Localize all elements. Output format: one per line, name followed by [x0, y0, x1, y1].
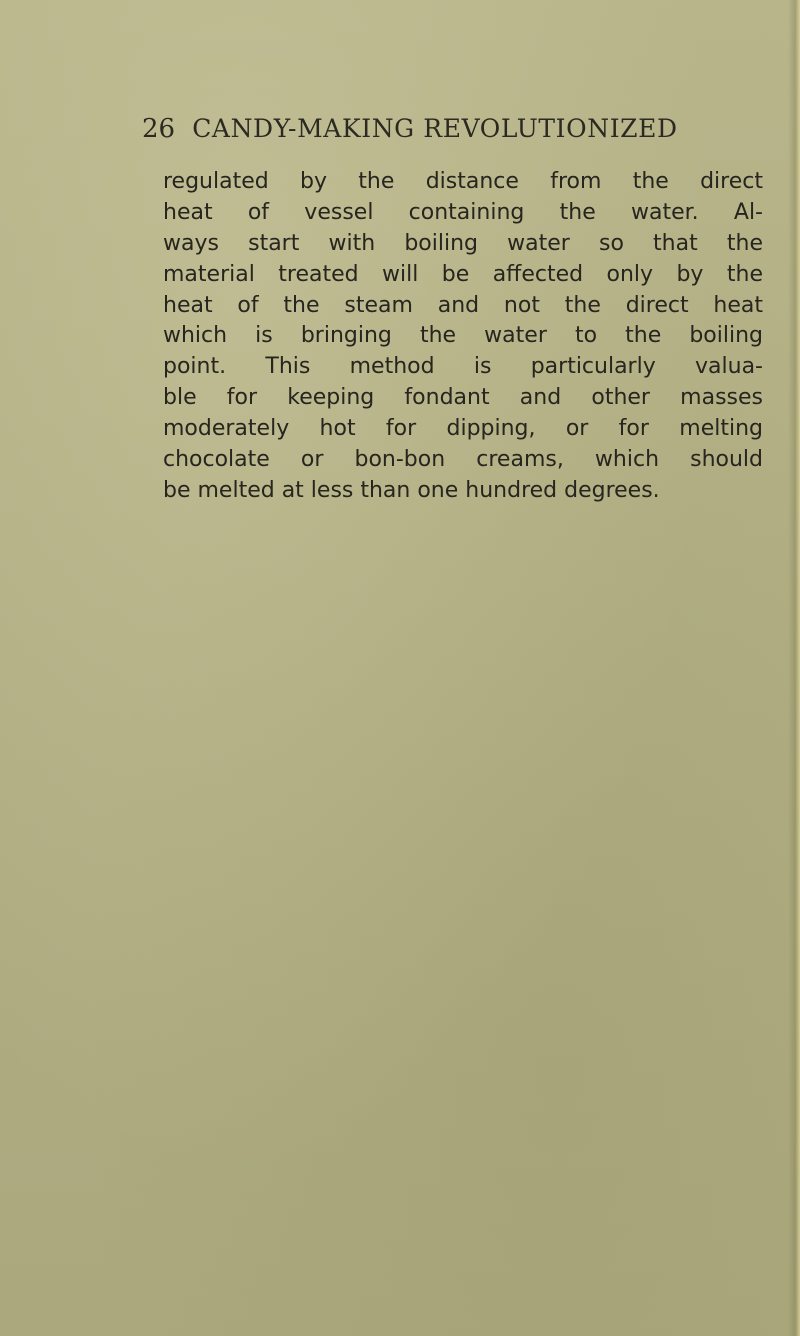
page-number: 26: [142, 114, 176, 144]
text-line: chocolate or bon-bon creams, which should: [163, 447, 763, 473]
text-line: material treated will be affected only by the: [163, 261, 763, 287]
text-line: be melted at less than one hundred degrees.: [163, 477, 660, 503]
running-head-title: CANDY-MAKING REVOLUTIONIZED: [192, 114, 678, 143]
text-line: point. This method is particularly valua-: [163, 354, 763, 380]
text-line: heat of vessel containing the water. Al-: [163, 199, 763, 225]
running-head: [142, 114, 742, 154]
text-line: which is bringing the water to the boiling: [163, 323, 763, 349]
body-paragraph: [163, 167, 763, 507]
page-edge: [788, 0, 800, 1336]
text-line: regulated by the distance from the direct: [163, 169, 763, 194]
text-line: ways start with boiling water so that the: [163, 230, 763, 256]
text-line: heat of the steam and not the direct heat: [163, 292, 763, 318]
text-line: ble for keeping fondant and other masses: [163, 385, 763, 411]
text-line: moderately hot for dipping, or for melting: [163, 416, 763, 442]
